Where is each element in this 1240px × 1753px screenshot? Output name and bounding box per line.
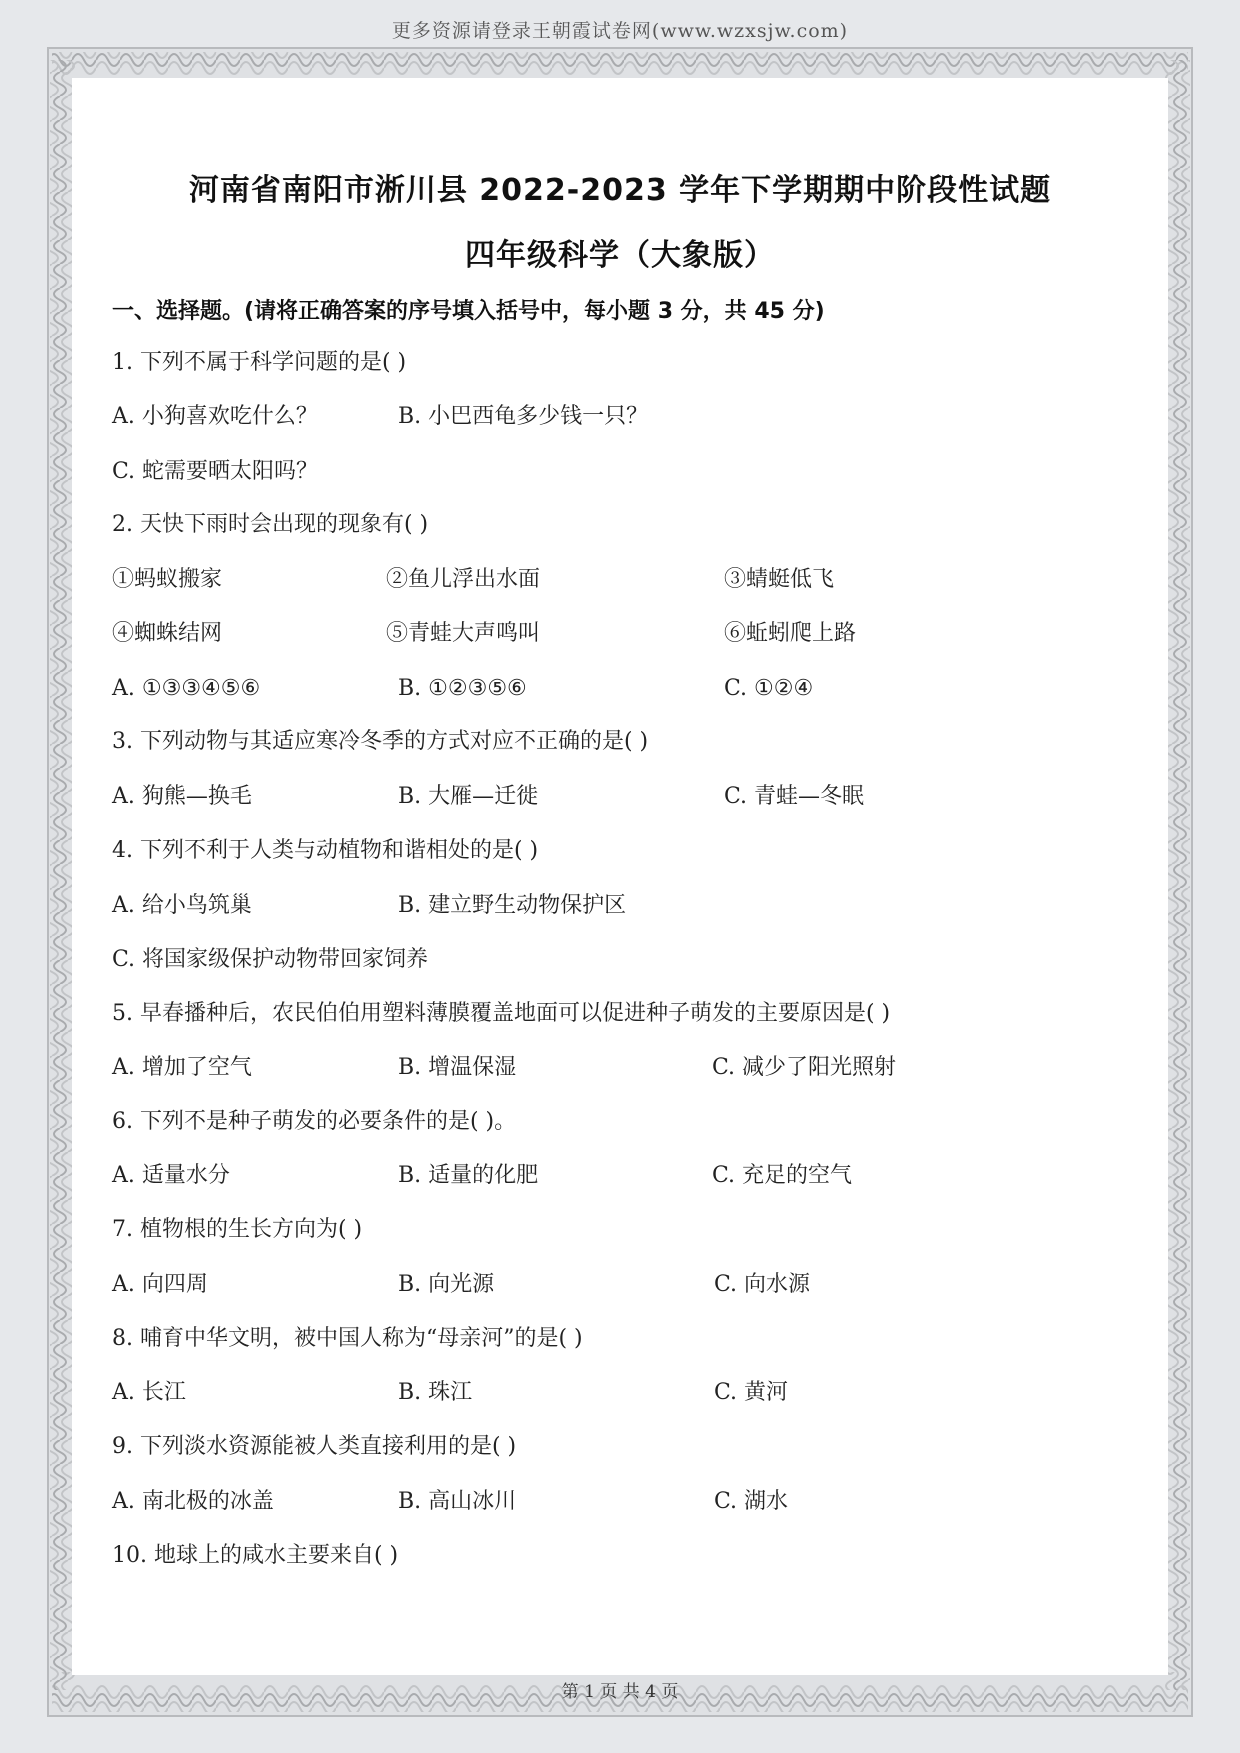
option-a: A. ①③③④⑤⑥: [112, 676, 261, 701]
option-c: C. 减少了阳光照射: [712, 1055, 897, 1080]
option-a: A. 增加了空气: [112, 1055, 252, 1080]
option-b: B. 珠江: [398, 1380, 473, 1405]
option-c: C. 向水源: [714, 1272, 811, 1297]
question-stem: 9. 下列淡水资源能被人类直接利用的是( ): [112, 1434, 517, 1459]
option-a: A. 小狗喜欢吃什么？: [112, 404, 318, 429]
exam-title: 河南省南阳市淅川县 2022-2023 学年下学期期中阶段性试题: [188, 173, 1052, 208]
option-b: B. 适量的化肥: [398, 1163, 539, 1188]
phenomenon-item: ④蜘蛛结网: [112, 621, 223, 646]
phenomenon-item: ②鱼儿浮出水面: [386, 567, 541, 592]
question-stem: 8. 哺育中华文明，被中国人称为“母亲河”的是( ): [112, 1326, 583, 1351]
question-stem: 5. 早春播种后，农民伯伯用塑料薄膜覆盖地面可以促进种子萌发的主要原因是( ): [112, 1001, 891, 1026]
section-heading: 一、选择题。(请将正确答案的序号填入括号中，每小题 3 分，共 45 分): [112, 299, 825, 324]
option-c: C. 蛇需要晒太阳吗？: [112, 459, 319, 484]
option-b: B. 高山冰川: [398, 1489, 517, 1514]
option-c: C. 青蛙—冬眠: [724, 784, 865, 809]
question-stem: 6. 下列不是种子萌发的必要条件的是( )。: [112, 1109, 517, 1134]
exam-subtitle: 四年级科学（大象版）: [465, 238, 775, 273]
option-b: B. ①②③⑤⑥: [398, 676, 527, 701]
option-c: C. 黄河: [714, 1380, 789, 1405]
option-b: B. 小巴西龟多少钱一只？: [398, 404, 649, 429]
option-a: A. 适量水分: [112, 1163, 230, 1188]
phenomenon-item: ⑤青蛙大声鸣叫: [386, 621, 541, 646]
option-a: A. 长江: [112, 1380, 186, 1405]
question-stem: 3. 下列动物与其适应寒冷冬季的方式对应不正确的是( ): [112, 729, 649, 754]
option-b: B. 增温保湿: [398, 1055, 517, 1080]
phenomenon-item: ③蜻蜓低飞: [724, 567, 835, 592]
option-a: A. 狗熊—换毛: [112, 784, 252, 809]
question-stem: 1. 下列不属于科学问题的是( ): [112, 350, 407, 375]
option-b: B. 向光源: [398, 1272, 495, 1297]
page-footer: 第 1 页 共 4 页: [561, 1682, 679, 1702]
option-c: C. ①②④: [724, 676, 814, 701]
question-stem: 4. 下列不利于人类与动植物和谐相处的是( ): [112, 838, 539, 863]
phenomenon-item: ⑥蚯蚓爬上路: [724, 621, 857, 646]
option-b: B. 建立野生动物保护区: [398, 893, 627, 918]
option-c: C. 湖水: [714, 1489, 789, 1514]
option-a: A. 南北极的冰盖: [112, 1489, 274, 1514]
phenomenon-item: ①蚂蚁搬家: [112, 567, 223, 592]
question-stem: 2. 天快下雨时会出现的现象有( ): [112, 512, 429, 537]
option-c: C. 充足的空气: [712, 1163, 853, 1188]
site-banner: 更多资源请登录王朝霞试卷网(www.wzxsjw.com): [391, 20, 849, 42]
option-b: B. 大雁—迁徙: [398, 784, 539, 809]
option-a: A. 向四周: [112, 1272, 208, 1297]
option-c: C. 将国家级保护动物带回家饲养: [112, 947, 429, 972]
question-stem: 10. 地球上的咸水主要来自( ): [112, 1543, 399, 1568]
question-stem: 7. 植物根的生长方向为( ): [112, 1217, 363, 1242]
option-a: A. 给小鸟筑巢: [112, 893, 252, 918]
